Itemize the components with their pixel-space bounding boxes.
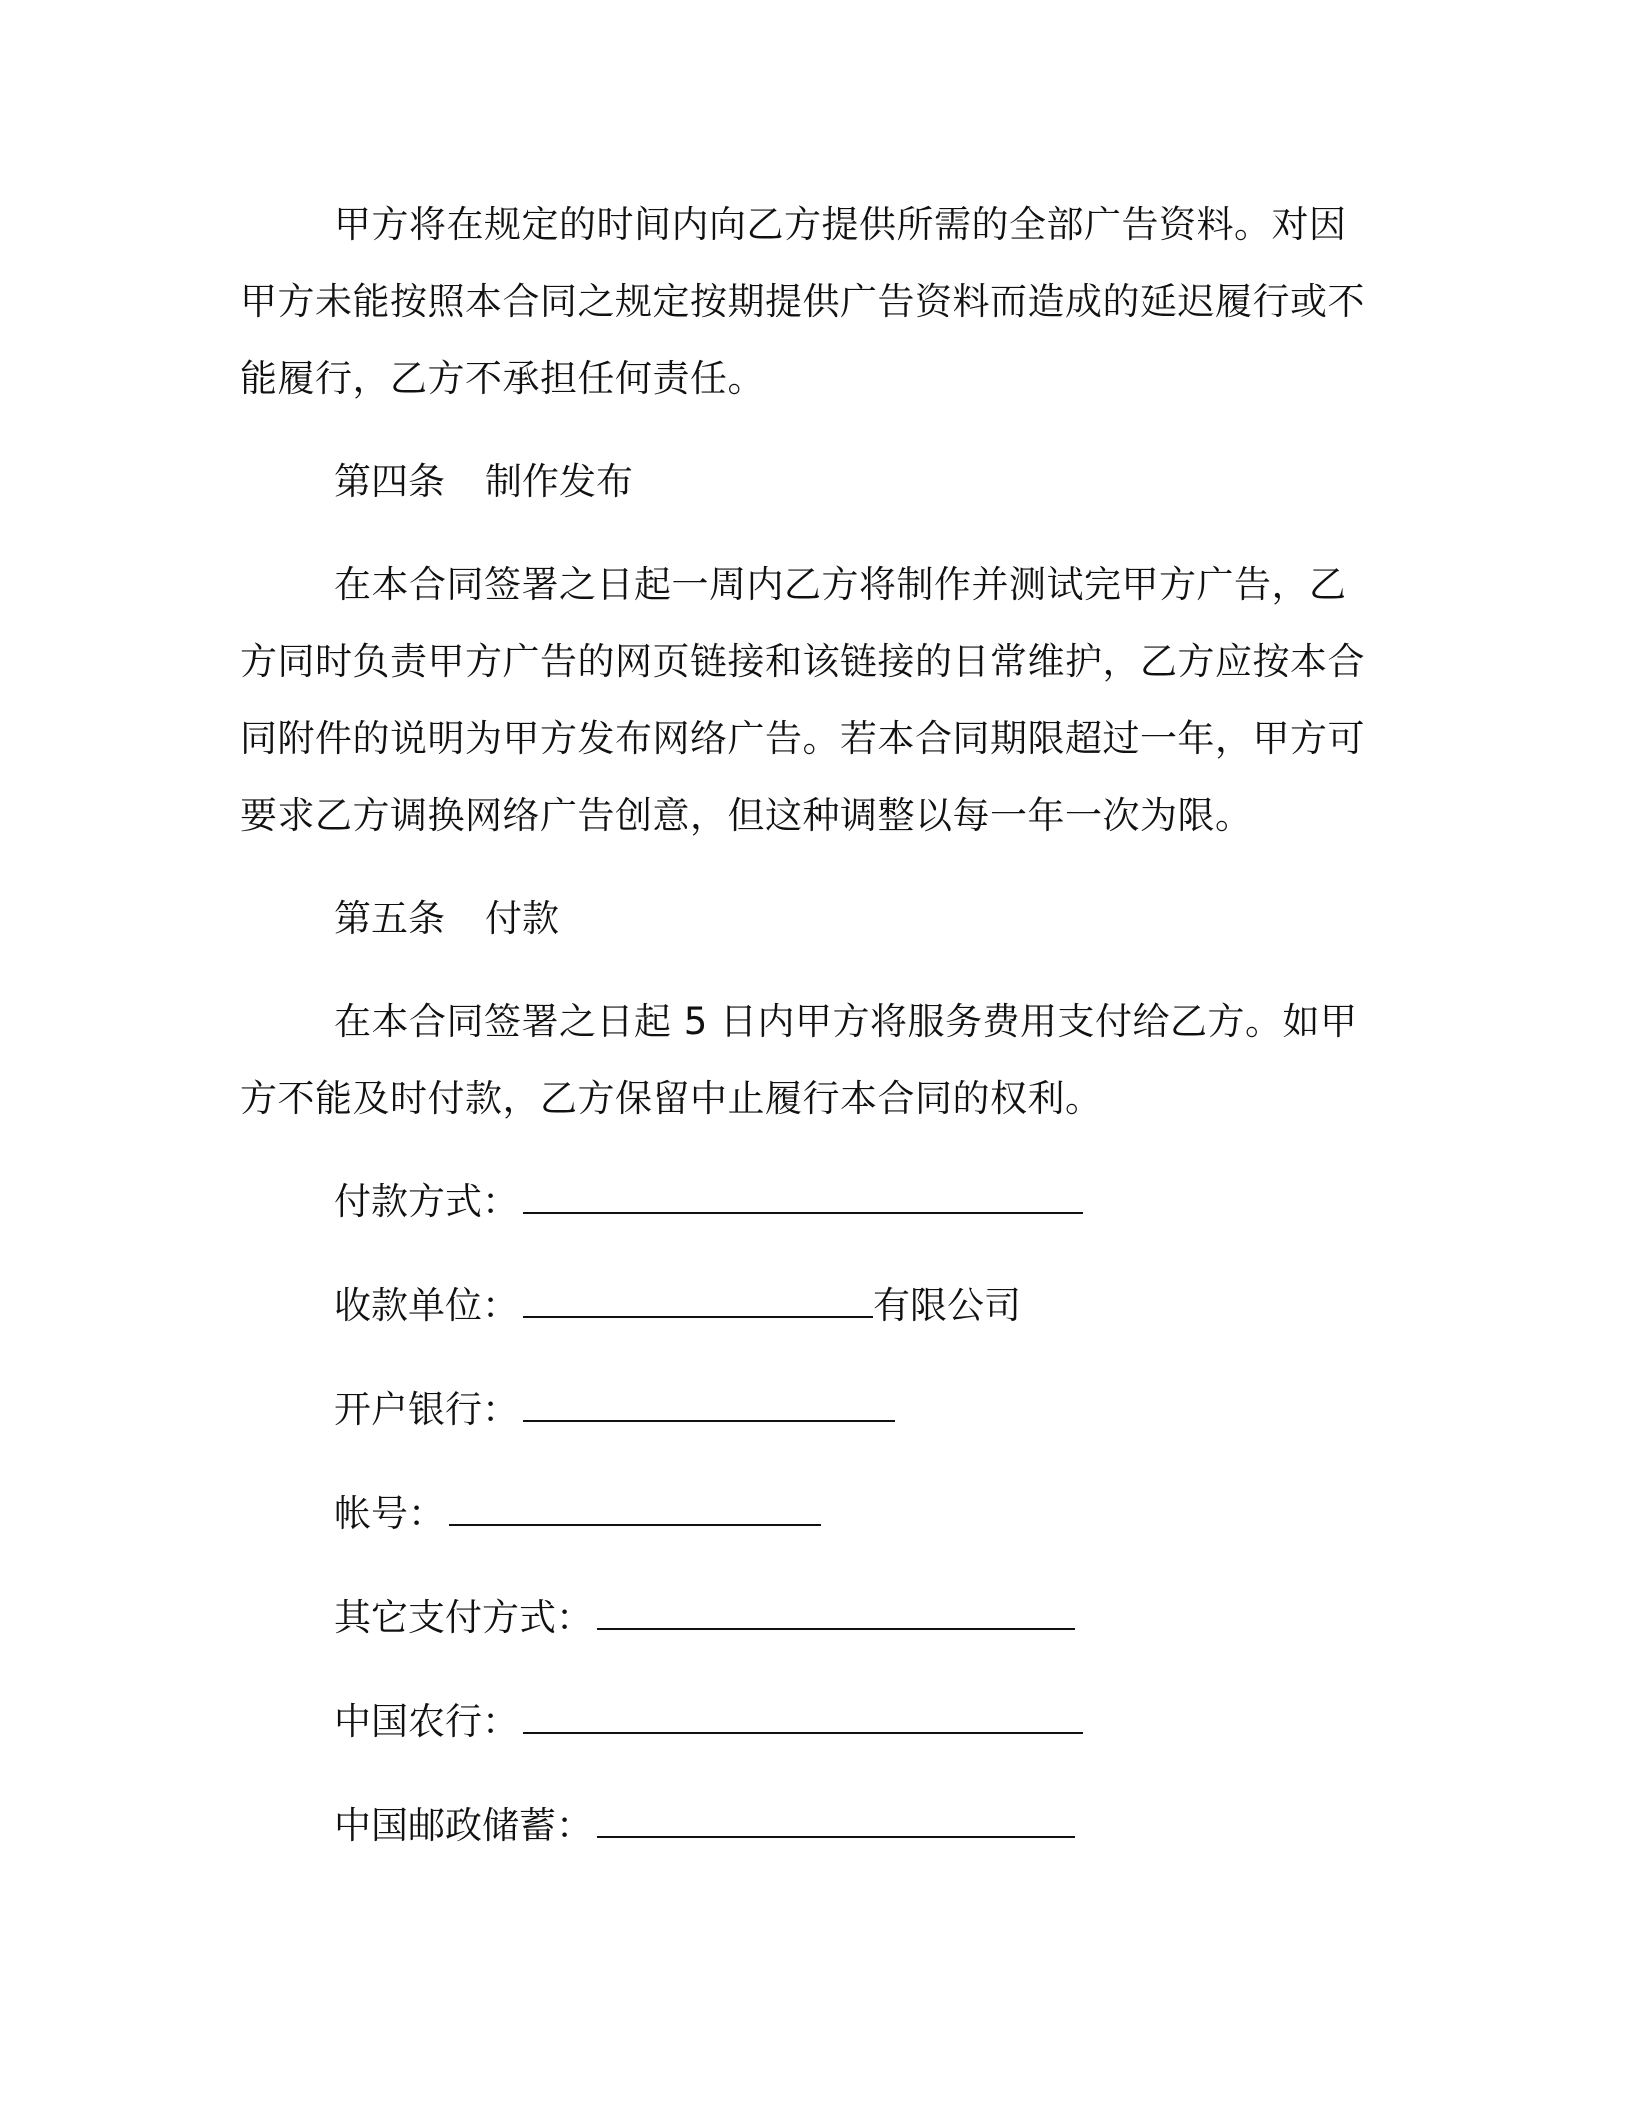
field-abc — [240, 1683, 1370, 1760]
field-bank-label: 开户银行： — [334, 1388, 519, 1431]
account-blank[interactable] — [449, 1492, 821, 1526]
payee-suffix: 有限公司 — [873, 1284, 1021, 1327]
other-payment-blank[interactable] — [597, 1596, 1075, 1630]
field-other-payment-label: 其它支付方式： — [334, 1596, 593, 1639]
field-abc-label: 中国农行： — [334, 1700, 519, 1743]
payee-blank[interactable] — [523, 1284, 873, 1318]
paragraph-materials: 甲方将在规定的时间内向乙方提供所需的全部广告资料。对因甲方未能按照本合同之规定按期提供广告资料而造成的延迟履行或不能履行，乙方不承担任何责任。 — [240, 203, 1365, 400]
field-payee — [240, 1267, 1370, 1344]
article-5-title: 付款 — [485, 897, 559, 940]
article-5-heading — [240, 880, 1370, 957]
article-4-heading — [240, 443, 1370, 520]
field-bank — [240, 1371, 1370, 1448]
field-postal-label: 中国邮政储蓄： — [334, 1804, 593, 1847]
field-account-label: 帐号： — [334, 1492, 445, 1535]
postal-blank[interactable] — [597, 1804, 1075, 1838]
article-4-title: 制作发布 — [485, 460, 633, 503]
bank-blank[interactable] — [523, 1388, 895, 1422]
field-postal — [240, 1787, 1370, 1864]
paragraph-payment: 在本合同签署之日起 5 日内甲方将服务费用支付给乙方。如甲方不能及时付款，乙方保留中止履行本合同的权利。 — [240, 1000, 1358, 1120]
document-body — [240, 186, 1370, 1891]
field-payment-method — [240, 1163, 1370, 1240]
article-5-number: 第五条 — [334, 897, 445, 940]
payment-method-blank[interactable] — [523, 1180, 1083, 1214]
field-other-payment — [240, 1579, 1370, 1656]
field-account — [240, 1475, 1370, 1552]
field-payee-label: 收款单位： — [334, 1284, 519, 1327]
abc-blank[interactable] — [523, 1700, 1083, 1734]
article-4-number: 第四条 — [334, 460, 445, 503]
field-payment-method-label: 付款方式： — [334, 1180, 519, 1223]
paragraph-production: 在本合同签署之日起一周内乙方将制作并测试完甲方广告，乙方同时负责甲方广告的网页链接和该链接的日常维护，乙方应按本合同附件的说明为甲方发布网络广告。若本合同期限超过一年，甲方可要求乙方调换网络广告创意，但这种调整以每一年一次为限。 — [240, 563, 1365, 837]
